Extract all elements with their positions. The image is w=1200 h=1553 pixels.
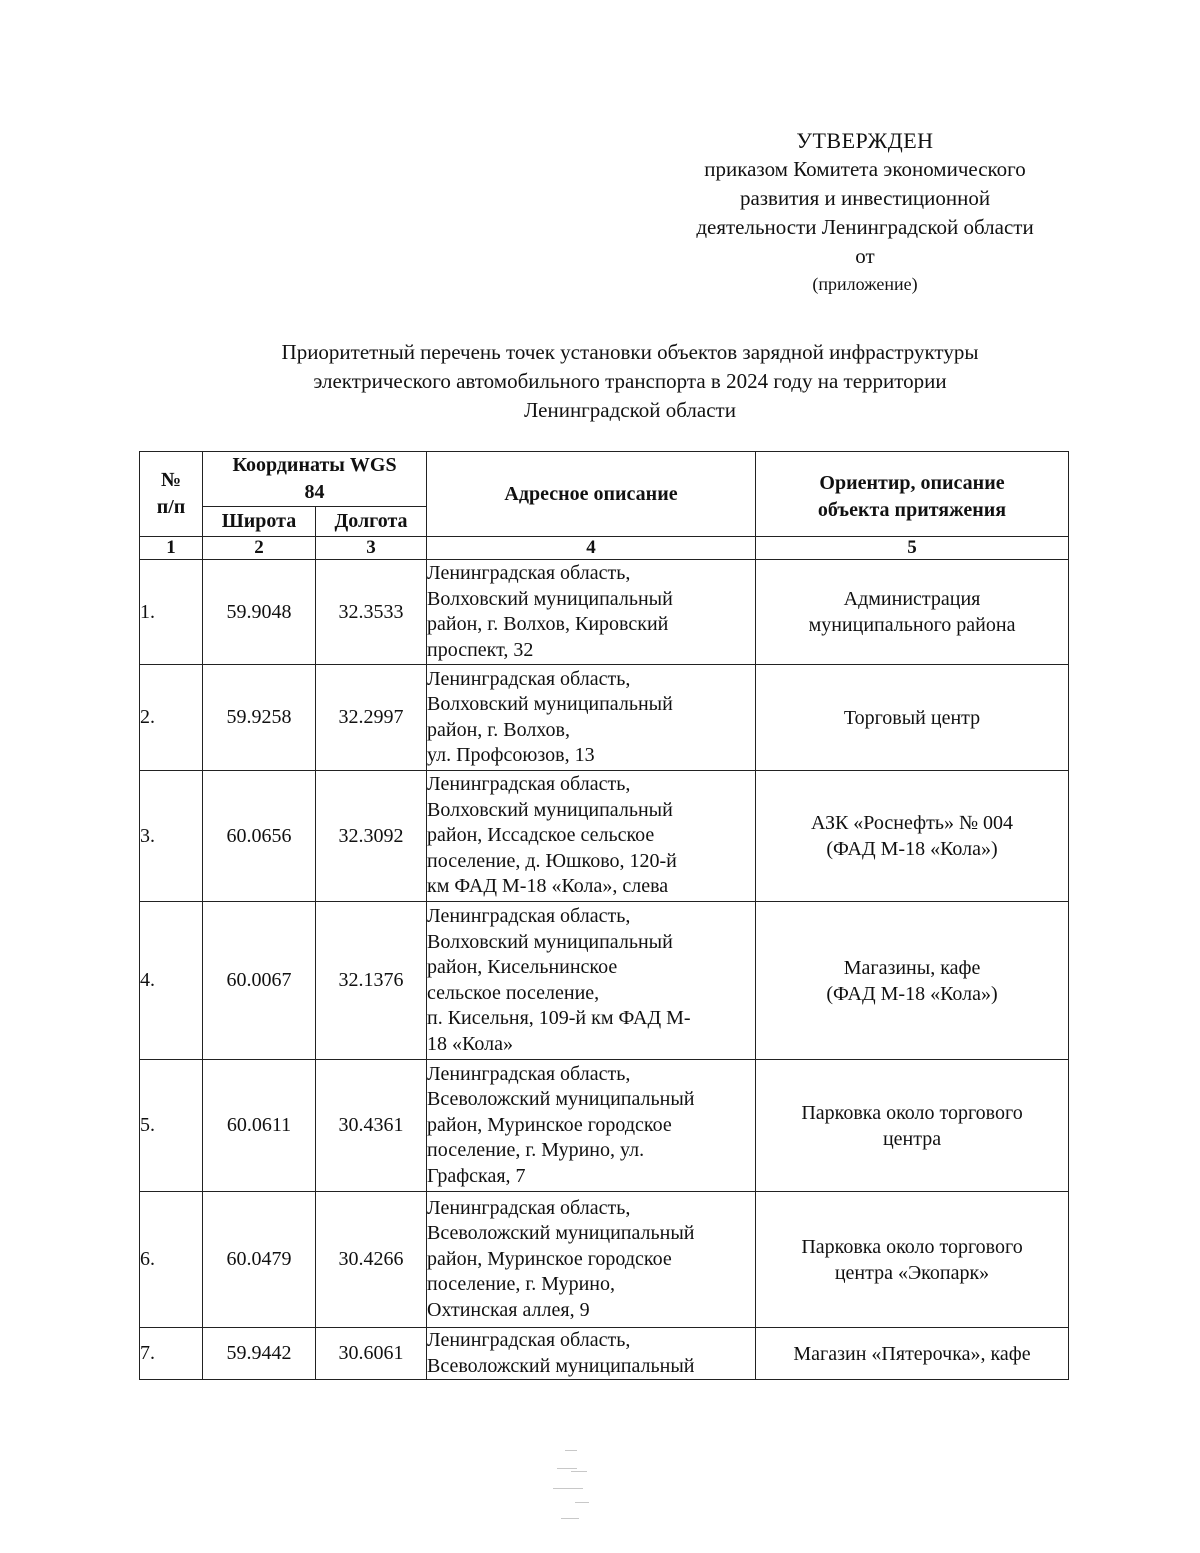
approval-line: деятельности Ленинградской области bbox=[696, 215, 1034, 239]
landmark-line: Торговый центр bbox=[843, 706, 981, 729]
title-line: электрического автомобильного транспорта в 2024 году на территории bbox=[313, 369, 947, 393]
address-line: поселение, г. Мурино, bbox=[427, 1273, 615, 1296]
latitude-cell: 60.0611 bbox=[203, 1060, 316, 1192]
table-row bbox=[140, 1192, 1069, 1328]
landmark-line: муниципального района bbox=[808, 614, 1016, 636]
address-line: ул. Профсоюзов, 13 bbox=[427, 744, 595, 766]
address-line: район, Муринское городское bbox=[427, 1247, 672, 1270]
address-line: Ленинградская область, bbox=[427, 562, 631, 584]
address-line: район, г. Волхов, bbox=[427, 718, 570, 741]
header-number: № п/п bbox=[140, 452, 203, 537]
address-line: Графская, 7 bbox=[427, 1164, 526, 1187]
title-line: Приоритетный перечень точек установки объектов зарядной инфраструктуры bbox=[281, 340, 979, 364]
landmark-line: Магазин «Пятерочка», кафе bbox=[793, 1342, 1031, 1365]
longitude-cell: 30.4266 bbox=[316, 1192, 427, 1328]
charging-points-table bbox=[139, 451, 1069, 1380]
address-line: Охтинская аллея, 9 bbox=[427, 1298, 590, 1321]
landmark-cell bbox=[756, 902, 1069, 1060]
latitude-cell: 59.9442 bbox=[203, 1328, 316, 1380]
landmark-line: (ФАД М-18 «Кола») bbox=[826, 838, 998, 860]
landmark-cell bbox=[756, 1060, 1069, 1192]
latitude-cell: 60.0479 bbox=[203, 1192, 316, 1328]
address-line: сельское поселение, bbox=[427, 981, 600, 1004]
approval-date-line: от bbox=[855, 244, 875, 268]
column-number: 4 bbox=[427, 537, 756, 560]
landmark-line: Администрация bbox=[843, 588, 981, 610]
address-line: Волховский муниципальный bbox=[427, 930, 673, 953]
landmark-cell bbox=[756, 560, 1069, 665]
longitude-cell: 32.3092 bbox=[316, 771, 427, 902]
latitude-cell: 60.0656 bbox=[203, 771, 316, 902]
row-number: 4. bbox=[140, 902, 203, 1060]
address-line: Волховский муниципальный bbox=[427, 798, 673, 821]
column-number: 3 bbox=[316, 537, 427, 560]
address-line: поселение, д. Юшково, 120-й bbox=[427, 849, 677, 872]
address-line: Ленинградская область, bbox=[427, 773, 631, 796]
row-number: 1. bbox=[140, 560, 203, 665]
column-number: 2 bbox=[203, 537, 316, 560]
row-number: 5. bbox=[140, 1060, 203, 1192]
longitude-cell: 30.4361 bbox=[316, 1060, 427, 1192]
longitude-cell: 30.6061 bbox=[316, 1328, 427, 1380]
longitude-cell: 32.3533 bbox=[316, 560, 427, 665]
landmark-line: Парковка около торгового bbox=[801, 1101, 1023, 1124]
table-row bbox=[140, 902, 1069, 1060]
address-cell bbox=[427, 1192, 756, 1328]
address-line: Ленинградская область, bbox=[427, 1062, 631, 1085]
address-line: Всеволожский муниципальный bbox=[427, 1222, 695, 1245]
approval-heading: УТВЕРЖДЕН bbox=[796, 128, 934, 153]
approval-stamp bbox=[630, 126, 1100, 297]
latitude-cell: 60.0067 bbox=[203, 902, 316, 1060]
landmark-cell bbox=[756, 665, 1069, 771]
address-cell bbox=[427, 665, 756, 771]
row-number: 2. bbox=[140, 665, 203, 771]
address-line: Ленинградская область, bbox=[427, 905, 631, 927]
address-cell bbox=[427, 1328, 756, 1380]
address-cell bbox=[427, 902, 756, 1060]
landmark-cell bbox=[756, 1192, 1069, 1328]
address-line: проспект, 32 bbox=[427, 638, 534, 661]
header-coordinates: Координаты WGS 84 bbox=[203, 452, 427, 507]
latitude-cell: 59.9258 bbox=[203, 665, 316, 771]
address-line: район, Муринское городское bbox=[427, 1113, 672, 1136]
landmark-cell bbox=[756, 771, 1069, 902]
document-title bbox=[130, 338, 1130, 425]
address-line: Волховский муниципальный bbox=[427, 693, 673, 715]
landmark-line: центра «Экопарк» bbox=[834, 1261, 990, 1284]
landmark-line: АЗК «Роснефть» № 004 bbox=[811, 812, 1014, 834]
approval-appendix-note: (приложение) bbox=[812, 274, 918, 294]
address-line: Ленинградская область, bbox=[427, 1329, 631, 1351]
row-number: 6. bbox=[140, 1192, 203, 1328]
address-cell bbox=[427, 771, 756, 902]
approval-line: приказом Комитета экономического bbox=[704, 157, 1026, 181]
address-line: км ФАД М-18 «Кола», слева bbox=[427, 875, 669, 898]
landmark-line: Парковка около торгового bbox=[801, 1235, 1023, 1258]
approval-line: развития и инвестиционной bbox=[739, 186, 991, 210]
column-number: 5 bbox=[756, 537, 1069, 560]
landmark-cell bbox=[756, 1328, 1069, 1380]
address-line: Ленинградская область, bbox=[427, 667, 631, 690]
column-number: 1 bbox=[140, 537, 203, 560]
header-latitude: Широта bbox=[203, 507, 316, 537]
address-line: п. Кисельня, 109-й км ФАД М- bbox=[427, 1007, 691, 1029]
title-line: Ленинградской области bbox=[524, 398, 736, 422]
longitude-cell: 32.1376 bbox=[316, 902, 427, 1060]
header-landmark: Ориентир, описание объекта притяжения bbox=[756, 452, 1069, 537]
row-number: 7. bbox=[140, 1328, 203, 1380]
address-line: 18 «Кола» bbox=[427, 1032, 513, 1055]
address-line: район, г. Волхов, Кировский bbox=[427, 613, 669, 635]
landmark-line: Магазины, кафе bbox=[843, 956, 981, 979]
table-row bbox=[140, 771, 1069, 902]
table-row bbox=[140, 1060, 1069, 1192]
landmark-line: центра bbox=[882, 1127, 942, 1150]
address-cell bbox=[427, 1060, 756, 1192]
address-line: Волховский муниципальный bbox=[427, 587, 673, 610]
scan-marks bbox=[535, 1410, 615, 1530]
table-row bbox=[140, 665, 1069, 771]
address-cell bbox=[427, 560, 756, 665]
table-row bbox=[140, 560, 1069, 665]
address-line: район, Кисельнинское bbox=[427, 956, 618, 978]
header-row bbox=[140, 452, 1069, 507]
row-number: 3. bbox=[140, 771, 203, 902]
column-numbers-row bbox=[140, 537, 1069, 560]
header-address: Адресное описание bbox=[427, 452, 756, 537]
longitude-cell: 32.2997 bbox=[316, 665, 427, 771]
address-line: Всеволожский муниципальный bbox=[427, 1354, 695, 1377]
landmark-line: (ФАД М-18 «Кола») bbox=[826, 982, 998, 1005]
table-body bbox=[140, 560, 1069, 1380]
address-line: Всеволожский муниципальный bbox=[427, 1088, 695, 1111]
latitude-cell: 59.9048 bbox=[203, 560, 316, 665]
table-row bbox=[140, 1328, 1069, 1380]
address-line: Ленинградская область, bbox=[427, 1196, 631, 1219]
header-longitude: Долгота bbox=[316, 507, 427, 537]
address-line: поселение, г. Мурино, ул. bbox=[427, 1139, 645, 1162]
address-line: район, Иссадское сельское bbox=[427, 824, 655, 847]
